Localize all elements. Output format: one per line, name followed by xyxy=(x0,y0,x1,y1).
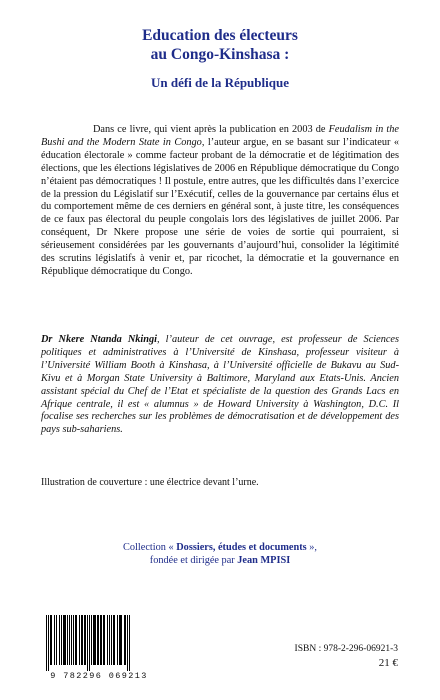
barcode-bar xyxy=(54,615,55,665)
barcode-bars xyxy=(40,615,158,671)
author-bio xyxy=(41,334,399,437)
barcode-bar xyxy=(71,615,72,665)
barcode-bar xyxy=(61,615,62,665)
summary-part-2: , l’auteur argue, en se basant sur l’indicateur « éducation électorale » comme facteur probant de la démocratie et de légitimation des élections, que les élections législatives de 2006 en République démocratique du Congo n’étaient pas démocratiques ! Il postule, entre autres, que les difficultés dans l’exercice de la pression du Législatif sur l’Exécutif, celles de la gouvernance par certains élus et du comportement même de ces derniers en général sont, à juste titre, les conséquences de ce faux pas électoral du peuple congolais lors des législatives de juillet 2006. Par conséquent, Dr Nkere propose une série de voies de sortie qui pourraient, si sérieusement considérées par les gouvernants d’aujourd’hui, consolider la légitimité des scrutins législatifs à venir et, par ricochet, la démocratie et la gouvernance en République démocratique du Congo. xyxy=(41,136,400,277)
barcode-bar xyxy=(46,615,47,671)
barcode-bar xyxy=(75,615,77,665)
isbn: ISBN : 978-2-296-06921-3 xyxy=(294,644,398,654)
collection-director: Jean MPISI xyxy=(237,555,291,566)
collection-suffix: », xyxy=(306,542,317,553)
barcode-bar xyxy=(81,615,83,665)
barcode-bar xyxy=(107,615,108,665)
collection-info xyxy=(0,541,440,567)
barcode-bar xyxy=(84,615,86,665)
illustration-credit: Illustration de couverture : une électrice devant l’urne. xyxy=(41,477,259,488)
barcode-bar xyxy=(56,615,57,665)
barcode-bar xyxy=(97,615,99,665)
book-subtitle: Un défi de la République xyxy=(151,75,289,90)
barcode-bar xyxy=(93,615,96,665)
barcode-digits: 9 782296 069213 xyxy=(50,671,148,681)
barcode-icon xyxy=(40,615,158,677)
author-bio-text: , l’auteur de cet ouvrage, est professeur de Sciences politiques et administratives à l’Université de Kinshasa, professeur visiteur à l’Université William Booth à Kinshasa, à l’Université officielle de Bukavu au Sud-Kivu et à Morgan State University à Baltimore, Maryland aux Etats-Unis. Ancien assistant spécial du Chef de l’Etat et spécialiste de la question des Grands Lacs en Afrique centrale, il est « alumnus » de Howard University à Washington, D.C. Il focalise ses recherches sur les problèmes de démocratisation et de développement des pays sub-sahariens. xyxy=(41,334,399,436)
barcode-bar xyxy=(73,615,74,665)
barcode-bar xyxy=(48,615,49,671)
barcode-bar xyxy=(117,615,118,665)
barcode-bar xyxy=(103,615,105,665)
barcode-bar xyxy=(89,615,90,671)
barcode-bar xyxy=(69,615,70,665)
title-line-1: Education des électeurs xyxy=(142,27,298,44)
collection-prefix: Collection « xyxy=(123,542,177,553)
barcode-bar xyxy=(67,615,68,665)
author-name: Dr Nkere Ntanda Nkingi xyxy=(41,334,158,345)
barcode-bar xyxy=(113,615,115,665)
barcode-bar xyxy=(127,615,128,671)
barcode-bar xyxy=(79,615,80,665)
barcode-bar xyxy=(91,615,92,665)
title-line-2: au Congo-Kinshasa : xyxy=(150,46,290,63)
cited-book-title: Feudalism in the Bushi and the Modern State in Congo xyxy=(41,124,399,148)
price: 21 € xyxy=(378,657,398,669)
barcode-bar xyxy=(87,615,88,671)
barcode-bar xyxy=(129,615,130,671)
collection-founder-label: fondée et dirigée par xyxy=(149,555,238,566)
barcode-bar xyxy=(100,615,102,665)
barcode-bar xyxy=(63,615,66,665)
summary-paragraph xyxy=(41,124,399,279)
barcode-bar xyxy=(50,615,52,665)
barcode-bar xyxy=(119,615,122,665)
barcode-bar xyxy=(109,615,110,665)
barcode-bar xyxy=(59,615,60,665)
book-title xyxy=(0,26,440,64)
collection-name: Dossiers, études et documents xyxy=(176,542,307,553)
barcode-bar xyxy=(124,615,126,665)
summary-part-1: Dans ce livre, qui vient après la publication en 2003 de xyxy=(93,124,329,135)
barcode-bar xyxy=(111,615,112,665)
